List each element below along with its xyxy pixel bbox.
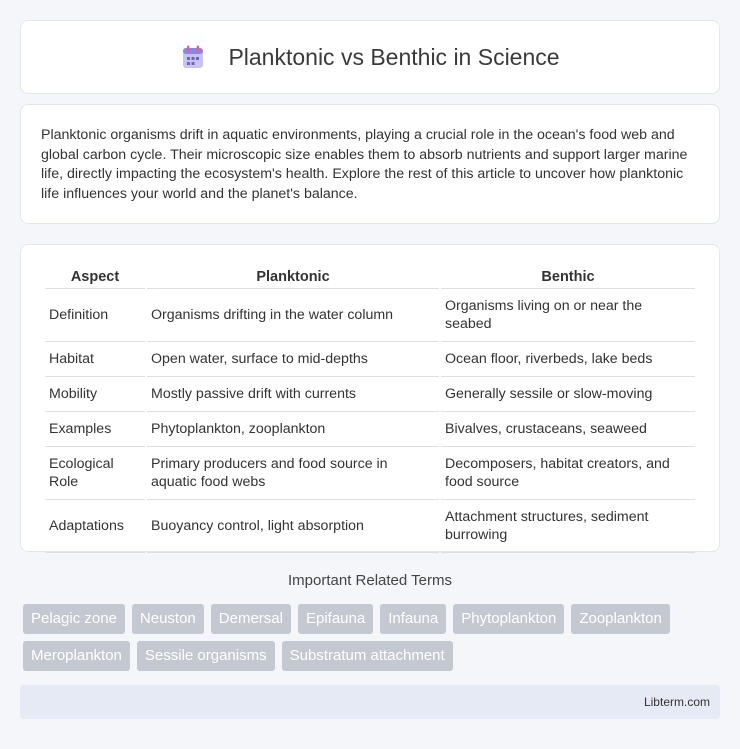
table-cell: Adaptations bbox=[45, 500, 145, 553]
comparison-table bbox=[43, 265, 697, 553]
table-row bbox=[45, 377, 695, 412]
intro-card bbox=[20, 104, 720, 224]
table-row bbox=[45, 447, 695, 500]
tag-neuston[interactable]: Neuston bbox=[132, 604, 204, 634]
footer bbox=[20, 685, 720, 719]
table-cell: Generally sessile or slow-moving bbox=[441, 377, 695, 412]
table-cell: Primary producers and food source in aquatic food webs bbox=[147, 447, 439, 500]
related-terms-title: Important Related Terms bbox=[288, 572, 452, 589]
tag-epifauna[interactable]: Epifauna bbox=[298, 604, 373, 634]
table-row bbox=[45, 412, 695, 447]
table-cell: Bivalves, crustaceans, seaweed bbox=[441, 412, 695, 447]
table-row bbox=[45, 500, 695, 553]
table-row bbox=[45, 342, 695, 377]
tag-zooplankton[interactable]: Zooplankton bbox=[571, 604, 670, 634]
table-cell: Ocean floor, riverbeds, lake beds bbox=[441, 342, 695, 377]
table-row bbox=[45, 289, 695, 342]
table-cell: Definition bbox=[45, 289, 145, 342]
calendar-notepad-icon bbox=[180, 44, 206, 70]
comparison-table-card bbox=[20, 244, 720, 552]
table-cell: Decomposers, habitat creators, and food source bbox=[441, 447, 695, 500]
table-cell: Phytoplankton, zooplankton bbox=[147, 412, 439, 447]
header-card bbox=[20, 20, 720, 94]
table-cell: Examples bbox=[45, 412, 145, 447]
tag-sessile-organisms[interactable]: Sessile organisms bbox=[137, 641, 275, 671]
column-header-benthic: Benthic bbox=[441, 265, 695, 289]
table-cell: Ecological Role bbox=[45, 447, 145, 500]
column-header-aspect: Aspect bbox=[45, 265, 145, 289]
tag-substratum-attachment[interactable]: Substratum attachment bbox=[282, 641, 453, 671]
table-cell: Organisms living on or near the seabed bbox=[441, 289, 695, 342]
table-header-row bbox=[45, 265, 695, 289]
tag-infauna[interactable]: Infauna bbox=[380, 604, 446, 634]
table-cell: Mostly passive drift with currents bbox=[147, 377, 439, 412]
table-cell: Open water, surface to mid-depths bbox=[147, 342, 439, 377]
table-cell: Attachment structures, sediment burrowing bbox=[441, 500, 695, 553]
table-cell: Buoyancy control, light absorption bbox=[147, 500, 439, 553]
intro-paragraph: Planktonic organisms drift in aquatic environments, playing a crucial role in the ocean's food web and global carbon cycle. Their microscopic size enables them to absorb nutrients and support larger marine life, directly impacting the ecosystem's health. Explore the rest of this article to uncover how planktonic life influences your world and the planet's balance. bbox=[41, 127, 688, 202]
column-header-planktonic: Planktonic bbox=[147, 265, 439, 289]
footer-site-link[interactable]: Libterm.com bbox=[643, 695, 710, 709]
tag-phytoplankton[interactable]: Phytoplankton bbox=[453, 604, 564, 634]
page-title: Planktonic vs Benthic in Science bbox=[228, 43, 560, 70]
table-cell: Organisms drifting in the water column bbox=[147, 289, 439, 342]
related-terms-tags bbox=[23, 604, 723, 671]
tag-pelagic-zone[interactable]: Pelagic zone bbox=[23, 604, 125, 634]
tag-meroplankton[interactable]: Meroplankton bbox=[23, 641, 130, 671]
table-cell: Mobility bbox=[45, 377, 145, 412]
tag-demersal[interactable]: Demersal bbox=[211, 604, 291, 634]
table-cell: Habitat bbox=[45, 342, 145, 377]
